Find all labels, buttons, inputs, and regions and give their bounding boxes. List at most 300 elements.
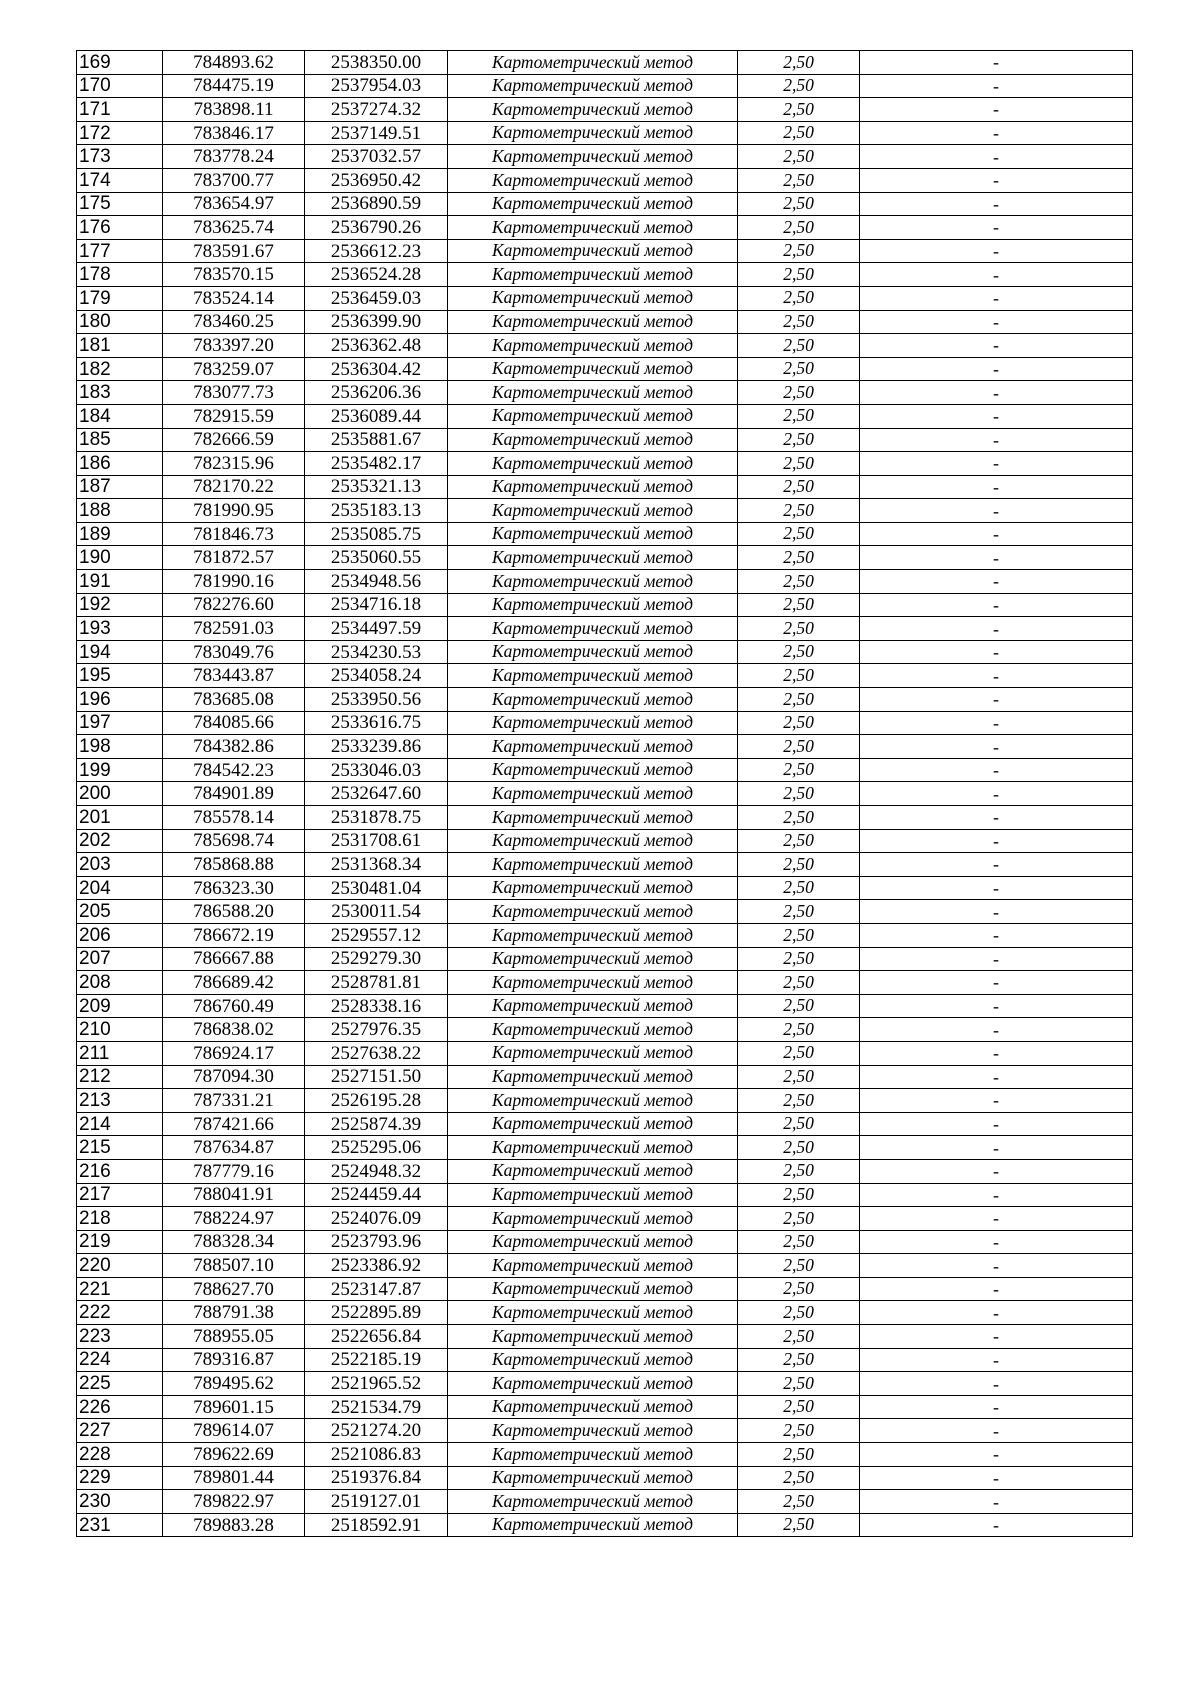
point-number-cell: 171 <box>77 98 163 122</box>
table-row <box>77 51 1133 75</box>
point-number-cell: 193 <box>77 617 163 641</box>
description-cell: - <box>860 1112 1133 1136</box>
error-cell: 2,50 <box>738 381 860 405</box>
point-number-cell: 185 <box>77 428 163 452</box>
y-coordinate-cell: 2535060.55 <box>305 546 448 570</box>
table-row <box>77 1136 1133 1160</box>
y-coordinate-cell: 2530011.54 <box>305 900 448 924</box>
error-cell: 2,50 <box>738 168 860 192</box>
table-row <box>77 145 1133 169</box>
method-cell: Картометрический метод <box>448 1136 738 1160</box>
point-number-cell: 188 <box>77 499 163 523</box>
method-cell: Картометрический метод <box>448 1419 738 1443</box>
method-cell: Картометрический метод <box>448 522 738 546</box>
x-coordinate-cell: 788627.70 <box>163 1277 305 1301</box>
table-row <box>77 1301 1133 1325</box>
error-cell: 2,50 <box>738 239 860 263</box>
description-cell: - <box>860 735 1133 759</box>
table-row <box>77 1466 1133 1490</box>
point-number-cell: 181 <box>77 334 163 358</box>
description-cell: - <box>860 1466 1133 1490</box>
y-coordinate-cell: 2530481.04 <box>305 876 448 900</box>
y-coordinate-cell: 2537149.51 <box>305 121 448 145</box>
method-cell: Картометрический метод <box>448 1301 738 1325</box>
error-cell: 2,50 <box>738 617 860 641</box>
error-cell: 2,50 <box>738 735 860 759</box>
error-cell: 2,50 <box>738 1443 860 1467</box>
point-number-cell: 173 <box>77 145 163 169</box>
point-number-cell: 194 <box>77 640 163 664</box>
y-coordinate-cell: 2521274.20 <box>305 1419 448 1443</box>
table-row <box>77 334 1133 358</box>
x-coordinate-cell: 783397.20 <box>163 334 305 358</box>
method-cell: Картометрический метод <box>448 452 738 476</box>
description-cell: - <box>860 853 1133 877</box>
point-number-cell: 175 <box>77 192 163 216</box>
x-coordinate-cell: 788328.34 <box>163 1230 305 1254</box>
point-number-cell: 224 <box>77 1348 163 1372</box>
error-cell: 2,50 <box>738 1419 860 1443</box>
y-coordinate-cell: 2523147.87 <box>305 1277 448 1301</box>
method-cell: Картометрический метод <box>448 947 738 971</box>
y-coordinate-cell: 2521965.52 <box>305 1372 448 1396</box>
description-cell: - <box>860 1183 1133 1207</box>
description-cell: - <box>860 263 1133 287</box>
point-number-cell: 218 <box>77 1207 163 1231</box>
y-coordinate-cell: 2534058.24 <box>305 664 448 688</box>
point-number-cell: 226 <box>77 1395 163 1419</box>
table-row <box>77 688 1133 712</box>
method-cell: Картометрический метод <box>448 1183 738 1207</box>
method-cell: Картометрический метод <box>448 121 738 145</box>
y-coordinate-cell: 2532647.60 <box>305 782 448 806</box>
point-number-cell: 213 <box>77 1089 163 1113</box>
description-cell: - <box>860 1372 1133 1396</box>
table-row <box>77 1419 1133 1443</box>
table-row <box>77 286 1133 310</box>
description-cell: - <box>860 1089 1133 1113</box>
description-cell: - <box>860 121 1133 145</box>
method-cell: Картометрический метод <box>448 499 738 523</box>
description-cell: - <box>860 688 1133 712</box>
table-row <box>77 452 1133 476</box>
description-cell: - <box>860 947 1133 971</box>
error-cell: 2,50 <box>738 1348 860 1372</box>
method-cell: Картометрический метод <box>448 1372 738 1396</box>
point-number-cell: 169 <box>77 51 163 75</box>
error-cell: 2,50 <box>738 1207 860 1231</box>
description-cell: - <box>860 499 1133 523</box>
method-cell: Картометрический метод <box>448 593 738 617</box>
point-number-cell: 211 <box>77 1041 163 1065</box>
error-cell: 2,50 <box>738 428 860 452</box>
table-row <box>77 98 1133 122</box>
table-row <box>77 923 1133 947</box>
point-number-cell: 182 <box>77 357 163 381</box>
method-cell: Картометрический метод <box>448 876 738 900</box>
table-row <box>77 310 1133 334</box>
y-coordinate-cell: 2533616.75 <box>305 711 448 735</box>
y-coordinate-cell: 2537274.32 <box>305 98 448 122</box>
table-row <box>77 404 1133 428</box>
y-coordinate-cell: 2528781.81 <box>305 971 448 995</box>
table-row <box>77 1207 1133 1231</box>
table-row <box>77 121 1133 145</box>
point-number-cell: 225 <box>77 1372 163 1396</box>
description-cell: - <box>860 51 1133 75</box>
error-cell: 2,50 <box>738 923 860 947</box>
x-coordinate-cell: 781990.16 <box>163 570 305 594</box>
table-row <box>77 381 1133 405</box>
point-number-cell: 180 <box>77 310 163 334</box>
error-cell: 2,50 <box>738 452 860 476</box>
x-coordinate-cell: 787779.16 <box>163 1159 305 1183</box>
y-coordinate-cell: 2533046.03 <box>305 758 448 782</box>
y-coordinate-cell: 2535482.17 <box>305 452 448 476</box>
description-cell: - <box>860 74 1133 98</box>
table-row <box>77 829 1133 853</box>
error-cell: 2,50 <box>738 853 860 877</box>
x-coordinate-cell: 789622.69 <box>163 1443 305 1467</box>
description-cell: - <box>860 923 1133 947</box>
x-coordinate-cell: 783443.87 <box>163 664 305 688</box>
y-coordinate-cell: 2526195.28 <box>305 1089 448 1113</box>
y-coordinate-cell: 2519376.84 <box>305 1466 448 1490</box>
table-row <box>77 1089 1133 1113</box>
method-cell: Картометрический метод <box>448 1490 738 1514</box>
error-cell: 2,50 <box>738 688 860 712</box>
y-coordinate-cell: 2533239.86 <box>305 735 448 759</box>
table-row <box>77 758 1133 782</box>
method-cell: Картометрический метод <box>448 192 738 216</box>
method-cell: Картометрический метод <box>448 640 738 664</box>
point-number-cell: 174 <box>77 168 163 192</box>
coordinates-table <box>76 50 1133 1537</box>
point-number-cell: 203 <box>77 853 163 877</box>
x-coordinate-cell: 789614.07 <box>163 1419 305 1443</box>
table-row <box>77 806 1133 830</box>
method-cell: Картометрический метод <box>448 1159 738 1183</box>
x-coordinate-cell: 782315.96 <box>163 452 305 476</box>
point-number-cell: 210 <box>77 1018 163 1042</box>
y-coordinate-cell: 2534497.59 <box>305 617 448 641</box>
y-coordinate-cell: 2536459.03 <box>305 286 448 310</box>
method-cell: Картометрический метод <box>448 1065 738 1089</box>
x-coordinate-cell: 783077.73 <box>163 381 305 405</box>
error-cell: 2,50 <box>738 593 860 617</box>
x-coordinate-cell: 783524.14 <box>163 286 305 310</box>
description-cell: - <box>860 475 1133 499</box>
method-cell: Картометрический метод <box>448 1254 738 1278</box>
y-coordinate-cell: 2522185.19 <box>305 1348 448 1372</box>
table-row <box>77 522 1133 546</box>
error-cell: 2,50 <box>738 1136 860 1160</box>
description-cell: - <box>860 1018 1133 1042</box>
method-cell: Картометрический метод <box>448 570 738 594</box>
y-coordinate-cell: 2525295.06 <box>305 1136 448 1160</box>
method-cell: Картометрический метод <box>448 1041 738 1065</box>
x-coordinate-cell: 786924.17 <box>163 1041 305 1065</box>
description-cell: - <box>860 522 1133 546</box>
error-cell: 2,50 <box>738 74 860 98</box>
x-coordinate-cell: 784085.66 <box>163 711 305 735</box>
method-cell: Картометрический метод <box>448 1018 738 1042</box>
method-cell: Картометрический метод <box>448 98 738 122</box>
description-cell: - <box>860 1395 1133 1419</box>
x-coordinate-cell: 784893.62 <box>163 51 305 75</box>
point-number-cell: 204 <box>77 876 163 900</box>
description-cell: - <box>860 1443 1133 1467</box>
point-number-cell: 212 <box>77 1065 163 1089</box>
table-row <box>77 570 1133 594</box>
description-cell: - <box>860 145 1133 169</box>
point-number-cell: 179 <box>77 286 163 310</box>
y-coordinate-cell: 2536089.44 <box>305 404 448 428</box>
x-coordinate-cell: 784542.23 <box>163 758 305 782</box>
description-cell: - <box>860 617 1133 641</box>
point-number-cell: 222 <box>77 1301 163 1325</box>
description-cell: - <box>860 192 1133 216</box>
x-coordinate-cell: 789883.28 <box>163 1513 305 1537</box>
error-cell: 2,50 <box>738 475 860 499</box>
table-row <box>77 1254 1133 1278</box>
y-coordinate-cell: 2536206.36 <box>305 381 448 405</box>
x-coordinate-cell: 783570.15 <box>163 263 305 287</box>
description-cell: - <box>860 357 1133 381</box>
method-cell: Картометрический метод <box>448 971 738 995</box>
table-row <box>77 216 1133 240</box>
y-coordinate-cell: 2535183.13 <box>305 499 448 523</box>
error-cell: 2,50 <box>738 1325 860 1349</box>
y-coordinate-cell: 2536790.26 <box>305 216 448 240</box>
x-coordinate-cell: 788041.91 <box>163 1183 305 1207</box>
table-row <box>77 782 1133 806</box>
x-coordinate-cell: 786667.88 <box>163 947 305 971</box>
error-cell: 2,50 <box>738 1395 860 1419</box>
x-coordinate-cell: 789822.97 <box>163 1490 305 1514</box>
table-row <box>77 428 1133 452</box>
x-coordinate-cell: 784901.89 <box>163 782 305 806</box>
error-cell: 2,50 <box>738 334 860 358</box>
y-coordinate-cell: 2536950.42 <box>305 168 448 192</box>
method-cell: Картометрический метод <box>448 357 738 381</box>
y-coordinate-cell: 2528338.16 <box>305 994 448 1018</box>
error-cell: 2,50 <box>738 1277 860 1301</box>
description-cell: - <box>860 452 1133 476</box>
point-number-cell: 190 <box>77 546 163 570</box>
y-coordinate-cell: 2525874.39 <box>305 1112 448 1136</box>
point-number-cell: 208 <box>77 971 163 995</box>
x-coordinate-cell: 783625.74 <box>163 216 305 240</box>
y-coordinate-cell: 2536612.23 <box>305 239 448 263</box>
description-cell: - <box>860 1301 1133 1325</box>
x-coordinate-cell: 786672.19 <box>163 923 305 947</box>
method-cell: Картометрический метод <box>448 1395 738 1419</box>
description-cell: - <box>860 593 1133 617</box>
description-cell: - <box>860 1159 1133 1183</box>
error-cell: 2,50 <box>738 357 860 381</box>
table-row <box>77 876 1133 900</box>
point-number-cell: 189 <box>77 522 163 546</box>
description-cell: - <box>860 1136 1133 1160</box>
method-cell: Картометрический метод <box>448 853 738 877</box>
description-cell: - <box>860 570 1133 594</box>
table-row <box>77 546 1133 570</box>
y-coordinate-cell: 2534230.53 <box>305 640 448 664</box>
y-coordinate-cell: 2523793.96 <box>305 1230 448 1254</box>
method-cell: Картометрический метод <box>448 286 738 310</box>
point-number-cell: 170 <box>77 74 163 98</box>
point-number-cell: 172 <box>77 121 163 145</box>
y-coordinate-cell: 2529279.30 <box>305 947 448 971</box>
method-cell: Картометрический метод <box>448 1112 738 1136</box>
y-coordinate-cell: 2531368.34 <box>305 853 448 877</box>
y-coordinate-cell: 2527976.35 <box>305 1018 448 1042</box>
method-cell: Картометрический метод <box>448 664 738 688</box>
table-row <box>77 1325 1133 1349</box>
description-cell: - <box>860 900 1133 924</box>
table-row <box>77 1230 1133 1254</box>
description-cell: - <box>860 239 1133 263</box>
x-coordinate-cell: 783049.76 <box>163 640 305 664</box>
error-cell: 2,50 <box>738 1089 860 1113</box>
table-row <box>77 1018 1133 1042</box>
table-row <box>77 263 1133 287</box>
x-coordinate-cell: 787634.87 <box>163 1136 305 1160</box>
method-cell: Картометрический метод <box>448 923 738 947</box>
point-number-cell: 207 <box>77 947 163 971</box>
x-coordinate-cell: 789316.87 <box>163 1348 305 1372</box>
table-row <box>77 1513 1133 1537</box>
x-coordinate-cell: 782666.59 <box>163 428 305 452</box>
method-cell: Картометрический метод <box>448 546 738 570</box>
point-number-cell: 229 <box>77 1466 163 1490</box>
method-cell: Картометрический метод <box>448 735 738 759</box>
y-coordinate-cell: 2524076.09 <box>305 1207 448 1231</box>
error-cell: 2,50 <box>738 263 860 287</box>
x-coordinate-cell: 782276.60 <box>163 593 305 617</box>
description-cell: - <box>860 310 1133 334</box>
error-cell: 2,50 <box>738 404 860 428</box>
y-coordinate-cell: 2519127.01 <box>305 1490 448 1514</box>
x-coordinate-cell: 786760.49 <box>163 994 305 1018</box>
method-cell: Картометрический метод <box>448 1466 738 1490</box>
x-coordinate-cell: 787331.21 <box>163 1089 305 1113</box>
description-cell: - <box>860 1254 1133 1278</box>
method-cell: Картометрический метод <box>448 1277 738 1301</box>
x-coordinate-cell: 788224.97 <box>163 1207 305 1231</box>
description-cell: - <box>860 711 1133 735</box>
description-cell: - <box>860 404 1133 428</box>
point-number-cell: 206 <box>77 923 163 947</box>
error-cell: 2,50 <box>738 806 860 830</box>
table-row <box>77 947 1133 971</box>
description-cell: - <box>860 1207 1133 1231</box>
x-coordinate-cell: 782170.22 <box>163 475 305 499</box>
point-number-cell: 223 <box>77 1325 163 1349</box>
x-coordinate-cell: 785698.74 <box>163 829 305 853</box>
error-cell: 2,50 <box>738 145 860 169</box>
error-cell: 2,50 <box>738 1466 860 1490</box>
method-cell: Картометрический метод <box>448 900 738 924</box>
x-coordinate-cell: 783259.07 <box>163 357 305 381</box>
error-cell: 2,50 <box>738 994 860 1018</box>
point-number-cell: 205 <box>77 900 163 924</box>
error-cell: 2,50 <box>738 192 860 216</box>
description-cell: - <box>860 829 1133 853</box>
description-cell: - <box>860 381 1133 405</box>
error-cell: 2,50 <box>738 782 860 806</box>
x-coordinate-cell: 781872.57 <box>163 546 305 570</box>
x-coordinate-cell: 788507.10 <box>163 1254 305 1278</box>
x-coordinate-cell: 787421.66 <box>163 1112 305 1136</box>
error-cell: 2,50 <box>738 664 860 688</box>
y-coordinate-cell: 2536362.48 <box>305 334 448 358</box>
x-coordinate-cell: 788955.05 <box>163 1325 305 1349</box>
point-number-cell: 199 <box>77 758 163 782</box>
method-cell: Картометрический метод <box>448 145 738 169</box>
x-coordinate-cell: 787094.30 <box>163 1065 305 1089</box>
error-cell: 2,50 <box>738 829 860 853</box>
method-cell: Картометрический метод <box>448 829 738 853</box>
description-cell: - <box>860 1419 1133 1443</box>
error-cell: 2,50 <box>738 310 860 334</box>
error-cell: 2,50 <box>738 971 860 995</box>
method-cell: Картометрический метод <box>448 758 738 782</box>
description-cell: - <box>860 546 1133 570</box>
y-coordinate-cell: 2531878.75 <box>305 806 448 830</box>
description-cell: - <box>860 876 1133 900</box>
y-coordinate-cell: 2527151.50 <box>305 1065 448 1089</box>
error-cell: 2,50 <box>738 1372 860 1396</box>
x-coordinate-cell: 783778.24 <box>163 145 305 169</box>
table-row <box>77 1443 1133 1467</box>
point-number-cell: 230 <box>77 1490 163 1514</box>
table-row <box>77 1041 1133 1065</box>
description-cell: - <box>860 1065 1133 1089</box>
x-coordinate-cell: 786323.30 <box>163 876 305 900</box>
point-number-cell: 220 <box>77 1254 163 1278</box>
description-cell: - <box>860 806 1133 830</box>
x-coordinate-cell: 785868.88 <box>163 853 305 877</box>
error-cell: 2,50 <box>738 546 860 570</box>
y-coordinate-cell: 2538350.00 <box>305 51 448 75</box>
error-cell: 2,50 <box>738 1041 860 1065</box>
description-cell: - <box>860 782 1133 806</box>
method-cell: Картометрический метод <box>448 711 738 735</box>
table-row <box>77 74 1133 98</box>
x-coordinate-cell: 783654.97 <box>163 192 305 216</box>
error-cell: 2,50 <box>738 1230 860 1254</box>
y-coordinate-cell: 2536304.42 <box>305 357 448 381</box>
y-coordinate-cell: 2524459.44 <box>305 1183 448 1207</box>
description-cell: - <box>860 216 1133 240</box>
table-row <box>77 239 1133 263</box>
error-cell: 2,50 <box>738 876 860 900</box>
point-number-cell: 217 <box>77 1183 163 1207</box>
point-number-cell: 177 <box>77 239 163 263</box>
y-coordinate-cell: 2536524.28 <box>305 263 448 287</box>
method-cell: Картометрический метод <box>448 1089 738 1113</box>
error-cell: 2,50 <box>738 121 860 145</box>
table-row <box>77 853 1133 877</box>
x-coordinate-cell: 783685.08 <box>163 688 305 712</box>
method-cell: Картометрический метод <box>448 404 738 428</box>
y-coordinate-cell: 2531708.61 <box>305 829 448 853</box>
method-cell: Картометрический метод <box>448 239 738 263</box>
table-row <box>77 711 1133 735</box>
table-row <box>77 357 1133 381</box>
